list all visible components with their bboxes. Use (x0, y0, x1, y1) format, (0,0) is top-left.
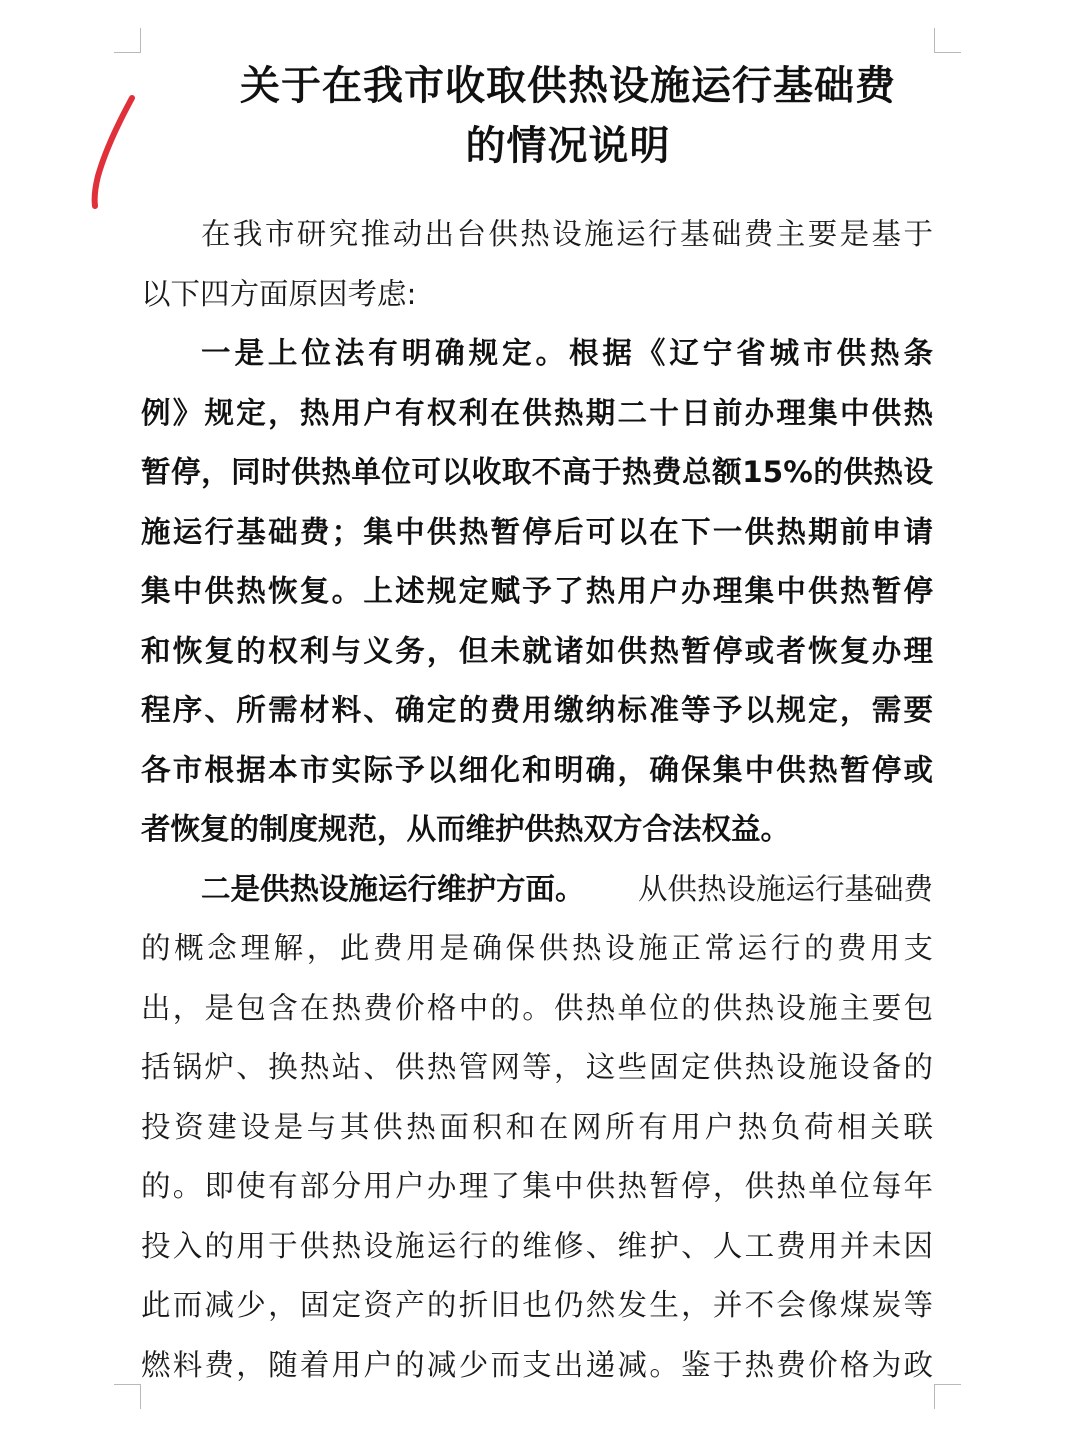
paragraph-line: 的。即使有部分用户办理了集中供热暂停，供热单位每年 (141, 1169, 933, 1203)
paragraph-line: 出，是包含在热费价格中的。供热单位的供热设施主要包 (141, 991, 933, 1025)
crop-mark-bottom-left (114, 1384, 141, 1409)
paragraph-line: 和恢复的权利与义务，但未就诸如供热暂停或者恢复办理 (141, 634, 933, 668)
crop-mark-bottom-right (934, 1384, 961, 1409)
paragraph-line: 一是上位法有明确规定。根据《辽宁省城市供热条 (201, 336, 933, 370)
document-title-line-1: 关于在我市收取供热设施运行基础费 (240, 63, 896, 109)
paragraph-line: 暂停，同时供热单位可以收取不高于热费总额15%的供热设 (141, 455, 933, 489)
paragraph-line: 括锅炉、换热站、供热管网等，这些固定供热设施设备的 (141, 1050, 933, 1084)
paragraph-line: 的概念理解，此费用是确保供热设施正常运行的费用支 (141, 931, 933, 965)
paragraph-line-mixed (201, 859, 933, 919)
paragraph-line: 以下四方面原因考虑: (141, 277, 417, 311)
paragraph-line: 程序、所需材料、确定的费用缴纳标准等予以规定，需要 (141, 693, 933, 727)
paragraph-line: 施运行基础费；集中供热暂停后可以在下一供热期前申请 (141, 515, 933, 549)
paragraph-line: 此而减少，固定资产的折旧也仍然发生，并不会像煤炭等 (141, 1288, 933, 1322)
section-two-text: 从供热设施运行基础费 (637, 872, 933, 906)
paragraph-line: 各市根据本市实际予以细化和明确，确保集中供热暂停或 (141, 753, 933, 787)
section-heading-two: 二是供热设施运行维护方面。 (201, 872, 585, 906)
paragraph-line: 投入的用于供热设施运行的维修、维护、人工费用并未因 (141, 1229, 933, 1263)
crop-mark-top-right (934, 28, 961, 53)
paragraph-line: 集中供热恢复。上述规定赋予了热用户办理集中供热暂停 (141, 574, 933, 608)
paragraph-line: 投资建设是与其供热面积和在网所有用户热负荷相关联 (141, 1110, 933, 1144)
paragraph-line: 在我市研究推动出台供热设施运行基础费主要是基于 (201, 217, 933, 251)
paragraph-line: 例》规定，热用户有权利在供热期二十日前办理集中供热 (141, 396, 933, 430)
paragraph-line: 者恢复的制度规范，从而维护供热双方合法权益。 (141, 812, 791, 846)
red-pen-stroke (86, 90, 146, 216)
document-title-line-2: 的情况说明 (465, 123, 671, 169)
crop-mark-top-left (114, 28, 141, 53)
paragraph-line: 燃料费，随着用户的减少而支出递减。鉴于热费价格为政 (141, 1348, 933, 1382)
